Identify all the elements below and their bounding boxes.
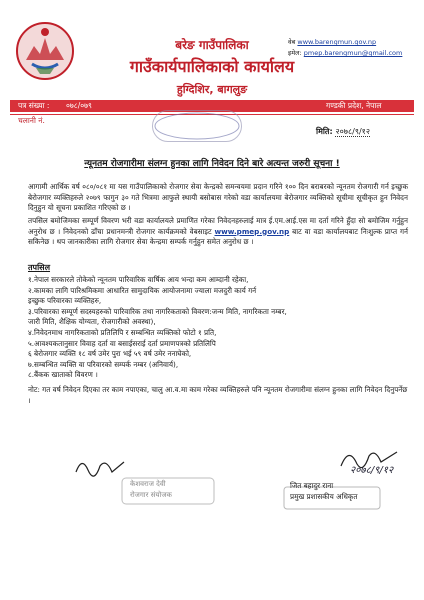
paragraph-2 [28,216,408,248]
list-item: ७.सम्बन्धित व्यक्ति वा परिवारको सम्पर्क नम्बर (अनिवार्य), [28,359,179,369]
paragraph-2-part-a: तपसिल बमोजिमका सम्पूर्ण विवरण भरी वडा कार्यालयले प्रमाणित गरेका निवेदनहरुलाई मात्र ई.एम.आई.एस मा दर्ता गरिने हुँदा सो बमोजिम गर्नुहुन अनुरोध छ । निवेदनको ढाँचा प्रधानमन्त्री रोजगार कार्यक्रमको वेबसाइट [28,216,408,236]
office-title: गाउँकार्यपालिकाको कार्यालय [129,57,295,76]
right-signatory-role: प्रमुख प्रशासकीय अधिकृत [290,492,358,501]
dispatch-no-label: चलानी नं. [18,116,45,125]
website-label: वेब [288,38,296,46]
website-link[interactable]: www.barengmun.gov.np [297,38,377,46]
requirements-list [28,275,398,381]
email-label: इमेल [288,49,300,57]
notice-subject: न्यूनतम रोजगारीमा संलग्न हुनका लागि निवेदन दिने बारे अत्यन्त जरुरी सूचना ! [84,159,340,169]
list-item: इच्छुक परिवारका व्यक्तिहरु, [28,296,102,306]
list-item: ४.निवेदनमाथ नागरिकताको प्रतिलिपि र सम्बन्धित व्यक्तिको फोटो १ प्रति, [28,327,217,337]
municipality-name: बरेङ गाउँपालिका [175,38,249,52]
office-stamp-icon [152,110,242,142]
left-signatory-name: केशवराज देवी [130,480,166,488]
paragraph-1: आगामी आर्थिक वर्ष ०८०/०८१ मा यस गाउँपालिकाको रोजगार सेवा केन्द्रको समन्वयमा प्रदान गरिने १०० दिन बराबरको न्यूनतम रोजगारी गर्न इच्छुक बेरोजगार व्यक्तिहरुले २०७९ फागुन ३० गते भित्रमा आफुले स्थायी बसोबास गरेको वडा कार्यालयमा बेरोजगार व्यक्तिको सूचीमा सूचीकृत हुन निवेदन दिनुहुन यो सूचना प्रकाशित गरिएको छ । [28,182,408,212]
list-item: ६ बेरोजगार व्यक्ति १८ वर्ष उमेर पुरा भई ५९ वर्ष उमेर ननाघेको, [28,349,192,359]
list-item: ८.बैंकक खाताको विवरण । [28,370,98,380]
list-heading: तपसिल [28,263,51,272]
right-signatory-name: जित बहादुर राना [290,481,334,490]
email-link[interactable]: pmep.barengmun@gmail.com [303,49,403,57]
pmep-website-link[interactable]: www.pmep.gov.np [214,226,290,236]
letter-no-label: पत्र संख्या : [18,101,50,110]
list-item: १.नेपाल सरकारले तोकेको न्यूनतम पारिवारिक वार्षिक आय भन्दा कम आम्दानी रहेका, [28,275,249,284]
date-label: मिति: [316,127,333,136]
province: गण्डकी प्रदेश, नेपाल [326,101,382,110]
list-item: जारी मिति, शैक्षिक योग्यता, रोजगारीको अवस्था), [28,317,156,327]
note: नोट: गत वर्ष निवेदन दिएका तर काम नपाएका, चालु आ.व.मा काम गरेका व्यक्तिहरुले पनि न्यूनतम रोजगारीमा संलग्न हुनका लागि निवेदन दिनुपर्नेछ । [28,385,408,405]
paragraph-2-part-b: बाट वा वडा कार्यालयबाट निःशुल्क प्राप्त गर्न सकिनेछ । थप जानकारीका लागि रोजगार सेवा केन्द्रमा सम्पर्क गर्नुहुन समेत अनुरोध छ । [28,226,408,246]
left-signatory-role: रोजगार संयोजक [130,491,172,499]
date-row [316,126,370,137]
email-line: इमेल: pmep.barengmun@gmail.com [288,49,403,57]
list-item: ५.आवश्यकतानुसार विवाह दर्ता वा बसाईसराई दर्ता प्रमाणपत्रको प्रतिलिपि [28,338,216,348]
list-item: २.कामका लागि पारिश्रमिकमा आधारित सामुदायिक आयोजनामा ज्याला मजदुरी कार्य गर्न [28,285,257,295]
date-value: २०७८/९/१२ [335,127,370,136]
office-location: हुग्दिशिर, बागलुङ [176,83,248,96]
letter-no: ०७८/०७९ [66,101,92,110]
handwritten-date: २०७८/९/१२ [350,465,394,476]
list-item: ३.परिवारका सम्पूर्ण सदस्यहरुको पारिवारिक तथा नागरिकताको विवरण:जन्म मिति, नागरिकता नम्बर, [28,306,287,316]
